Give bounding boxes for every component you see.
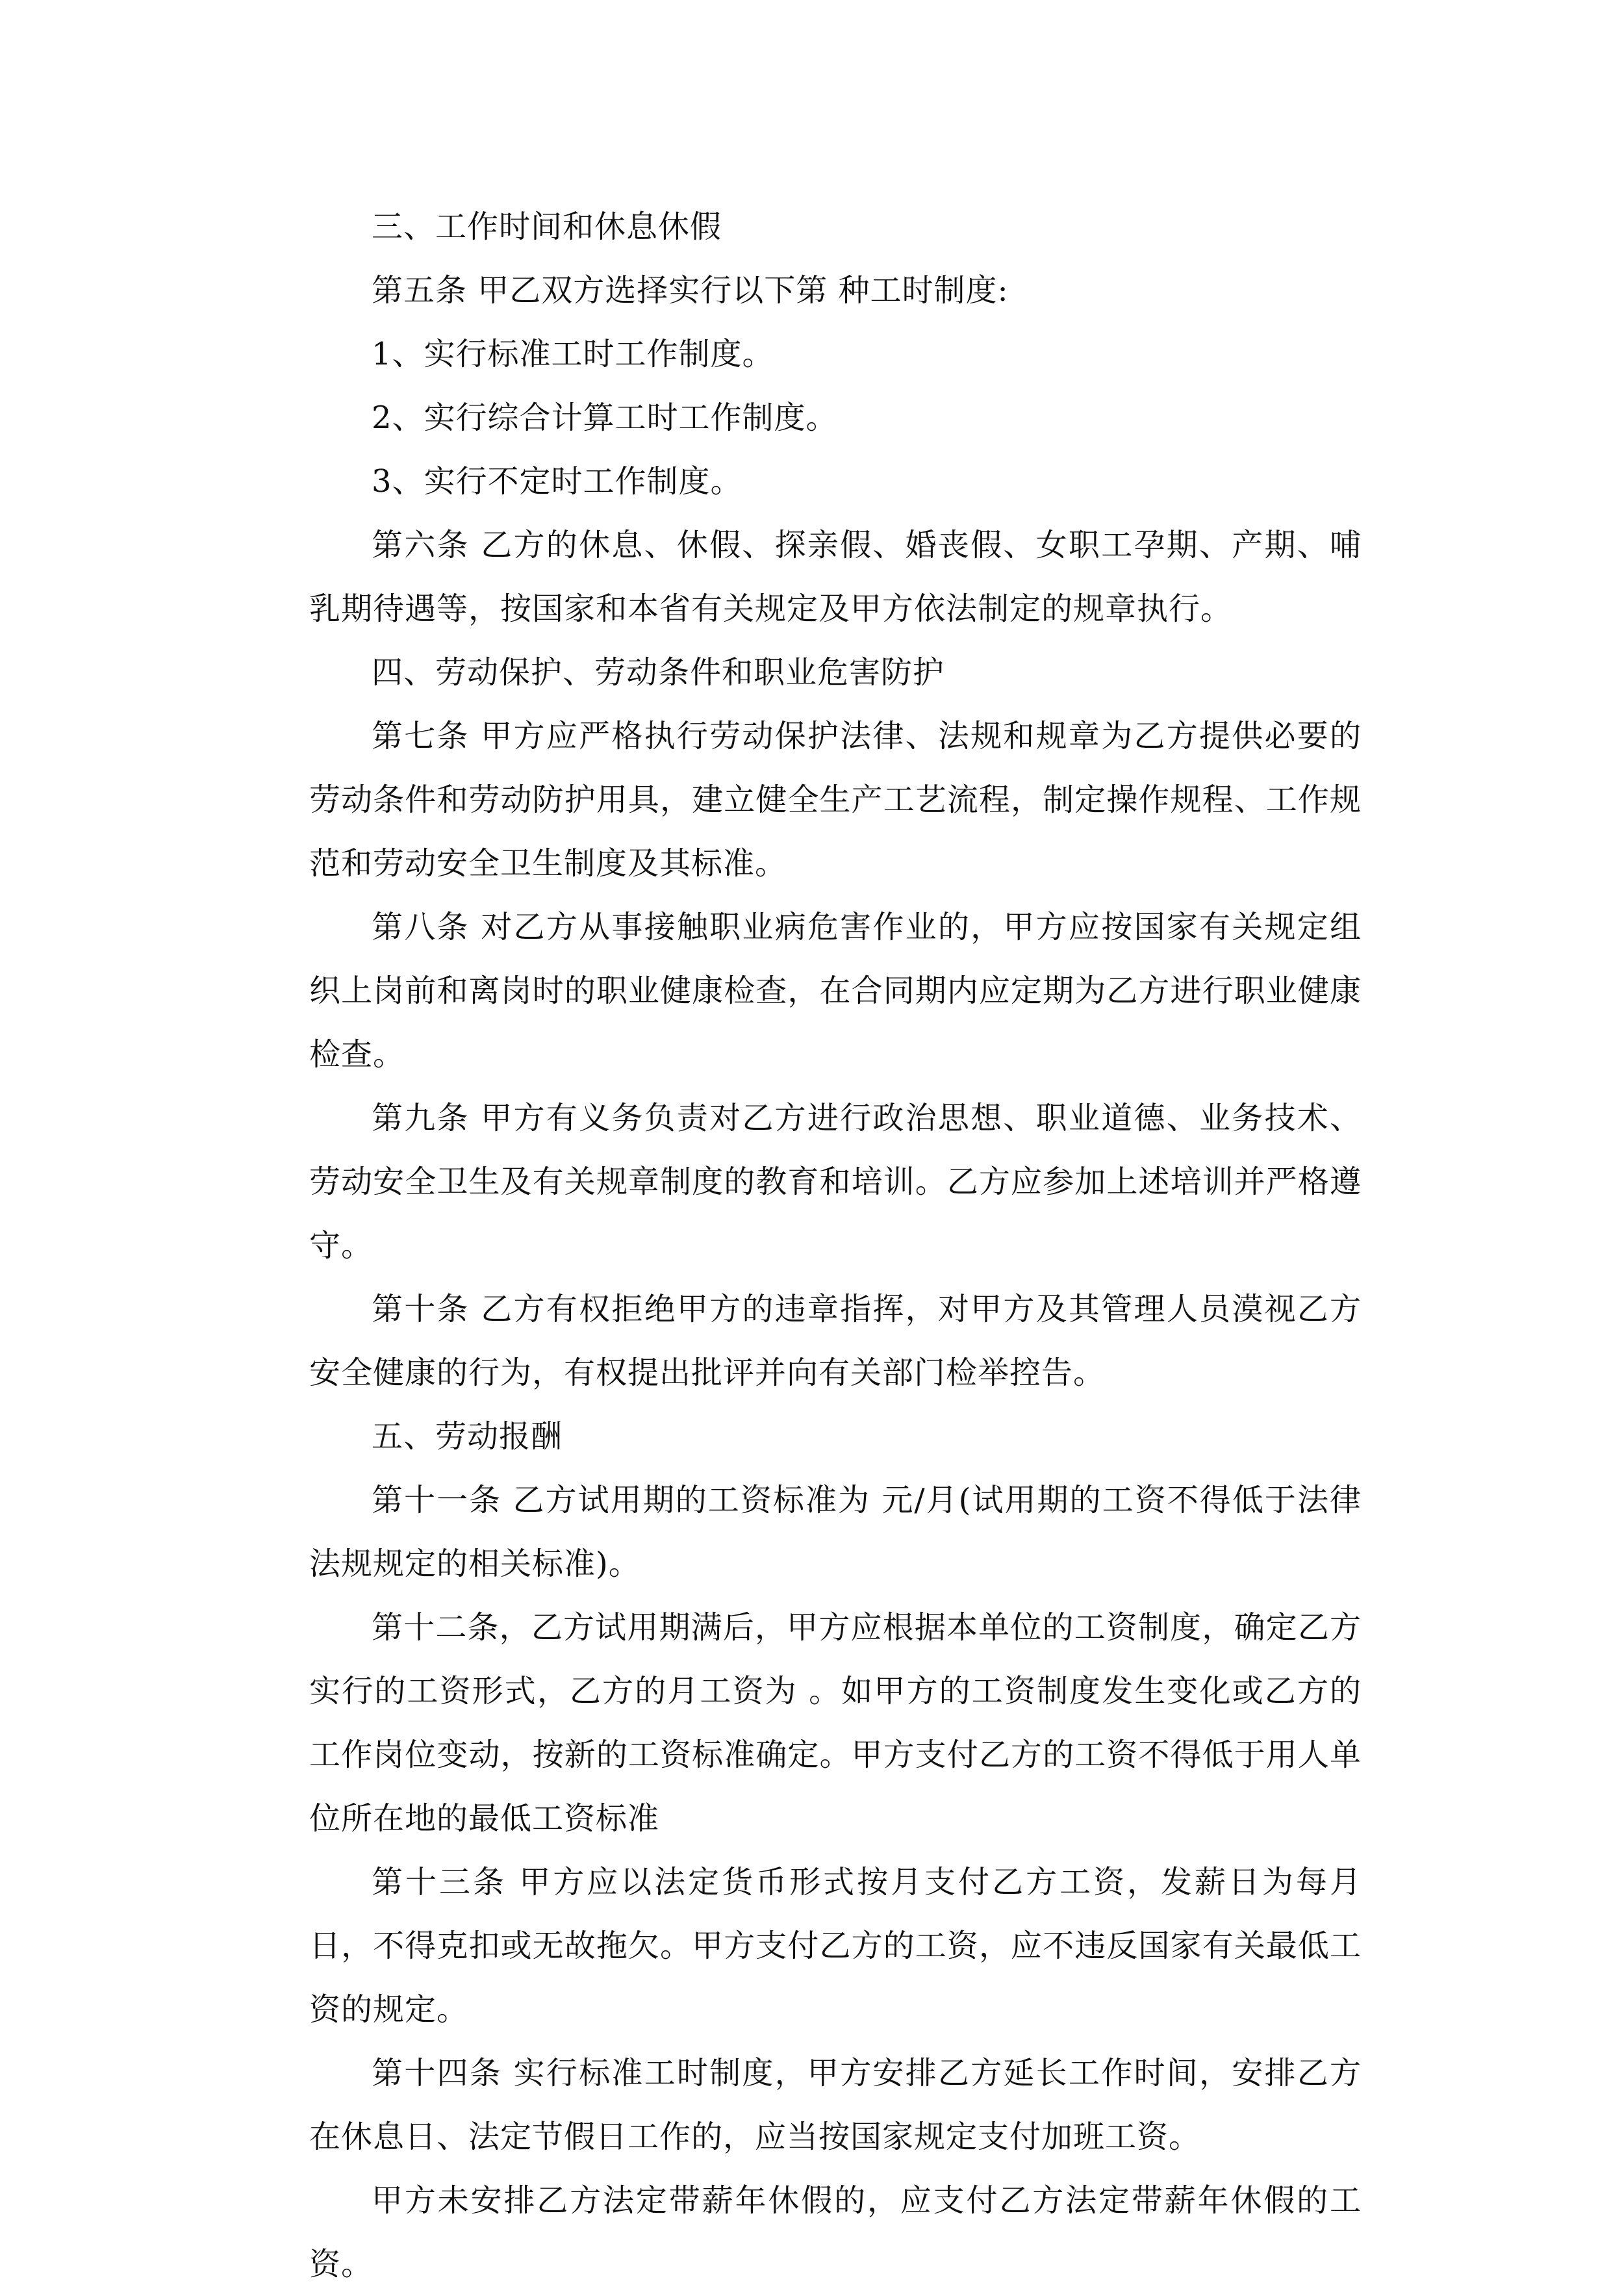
section-heading-labor-protection: 四、劳动保护、劳动条件和职业危害防护 xyxy=(372,654,945,691)
article-6: 第六条 乙方的休息、休假、探亲假、婚丧假、女职工孕期、产期、哺乳期待遇等，按国家和本省有关规定及甲方依法制定的规章执行。 xyxy=(309,527,1362,627)
article-5: 第五条 甲乙双方选择实行以下第 种工时制度: xyxy=(372,272,1009,309)
section-heading-work-hours: 三、工作时间和休息休假 xyxy=(372,209,722,245)
document-body xyxy=(309,195,1362,2296)
article-8: 第八条 对乙方从事接触职业病危害作业的，甲方应按国家有关规定组织上岗前和离岗时的职业健康检查，在合同期内应定期为乙方进行职业健康检查。 xyxy=(309,909,1362,1073)
article-7: 第七条 甲方应严格执行劳动保护法律、法规和规章为乙方提供必要的劳动条件和劳动防护用具，建立健全生产工艺流程，制定操作规程、工作规范和劳动安全卫生制度及其标准。 xyxy=(309,718,1362,882)
article-13: 第十三条 甲方应以法定货币形式按月支付乙方工资，发薪日为每月 日，不得克扣或无故拖欠。甲方支付乙方的工资，应不违反国家有关最低工资的规定。 xyxy=(309,1864,1362,2028)
article-11: 第十一条 乙方试用期的工资标准为 元/月(试用期的工资不得低于法律法规规定的相关标准)。 xyxy=(309,1482,1362,1582)
section-heading-remuneration: 五、劳动报酬 xyxy=(372,1418,563,1455)
article-14-annual-leave: 甲方未安排乙方法定带薪年休假的，应支付乙方法定带薪年休假的工资。 xyxy=(309,2182,1362,2282)
article-12: 第十二条，乙方试用期满后，甲方应根据本单位的工资制度，确定乙方实行的工资形式，乙方的月工资为 。如甲方的工资制度发生变化或乙方的工作岗位变动，按新的工资标准确定。甲方支付乙方的工资不得低于用人单位所在地的最低工资标准 xyxy=(309,1609,1362,1837)
article-14: 第十四条 实行标准工时制度，甲方安排乙方延长工作时间，安排乙方在休息日、法定节假日工作的，应当按国家规定支付加班工资。 xyxy=(309,2055,1362,2155)
article-9: 第九条 甲方有义务负责对乙方进行政治思想、职业道德、业务技术、劳动安全卫生及有关规章制度的教育和培训。乙方应参加上述培训并严格遵守。 xyxy=(309,1100,1362,1264)
article-5-option-2: 2、实行综合计算工时工作制度。 xyxy=(372,400,838,436)
article-5-option-3: 3、实行不定时工作制度。 xyxy=(372,463,742,500)
article-10: 第十条 乙方有权拒绝甲方的违章指挥，对甲方及其管理人员漠视乙方安全健康的行为，有权提出批评并向有关部门检举控告。 xyxy=(309,1291,1362,1391)
article-5-option-1: 1、实行标准工时工作制度。 xyxy=(372,336,774,372)
